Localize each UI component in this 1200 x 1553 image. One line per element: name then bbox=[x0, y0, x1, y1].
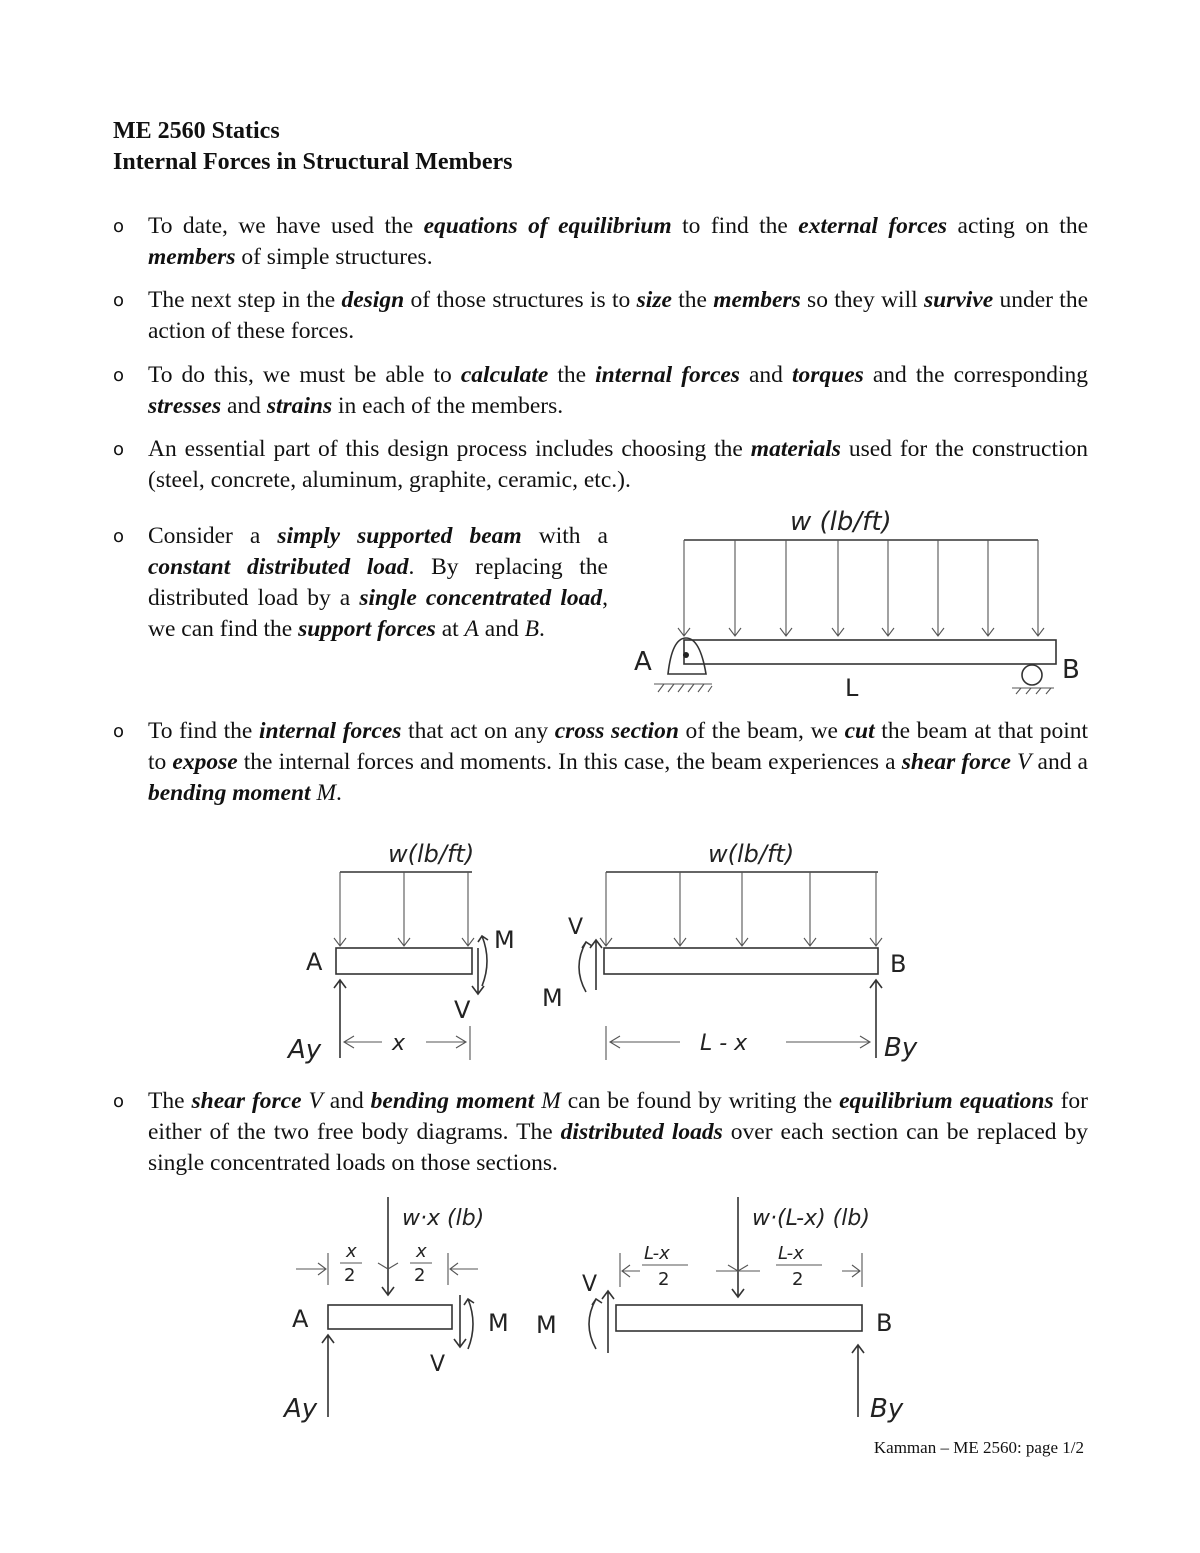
emphasis-term: torques bbox=[791, 362, 864, 388]
text-run: and bbox=[221, 393, 267, 419]
bullet-7 bbox=[113, 1086, 1088, 1179]
text-run: of those structures is to bbox=[404, 287, 637, 313]
page-footer: Kamman – ME 2560: page 1/2 bbox=[873, 1438, 1084, 1457]
text-run: with a bbox=[521, 523, 608, 549]
emphasis-term: equations of equilibrium bbox=[423, 213, 672, 239]
emphasis-term: survive bbox=[923, 287, 994, 313]
emphasis-term: distributed loads bbox=[560, 1119, 723, 1145]
text-run: of simple structures. bbox=[235, 244, 433, 270]
left-shear-arrow bbox=[472, 948, 484, 994]
bullet-text bbox=[148, 285, 1088, 347]
bullet-marker: o bbox=[113, 216, 125, 237]
text-run: The next step in the bbox=[148, 287, 342, 313]
emphasis-term: bending moment bbox=[148, 780, 311, 806]
simply-supported-beam-figure bbox=[620, 500, 1090, 700]
emphasis-term: external forces bbox=[798, 213, 948, 239]
left-v-label: V bbox=[454, 996, 471, 1024]
emphasis-term: constant distributed load bbox=[148, 554, 409, 580]
concentrated-load-figure bbox=[280, 1195, 940, 1435]
right-shear-arrow bbox=[590, 940, 602, 990]
emphasis-term: shear force bbox=[191, 1088, 302, 1114]
right-b-label: B bbox=[890, 950, 907, 978]
text-run: To date, we have used the bbox=[148, 213, 424, 239]
bullet-2 bbox=[113, 285, 1088, 347]
emphasis-term: support forces bbox=[298, 616, 436, 642]
text-run: used for the construction (steel, concrete, aluminum, graphite, ceramic, etc.). bbox=[148, 436, 1088, 493]
text-run: and the corresponding bbox=[863, 362, 1089, 388]
text-run: that act on any bbox=[401, 718, 555, 744]
left-load-arrows bbox=[334, 872, 474, 946]
italic-symbol: B bbox=[524, 616, 539, 642]
text-run: in each of the members. bbox=[332, 393, 564, 419]
course-title: ME 2560 Statics bbox=[113, 118, 280, 144]
italic-symbol: A bbox=[464, 616, 479, 642]
text-run: The bbox=[148, 1088, 192, 1114]
text-run: and a bbox=[1031, 749, 1088, 775]
bullet-marker: o bbox=[113, 365, 125, 386]
text-run: over each section can be replaced by single concentrated loads on those sections. bbox=[148, 1119, 1088, 1176]
text-run: . bbox=[538, 616, 545, 642]
emphasis-term: calculate bbox=[460, 362, 549, 388]
text-run: and bbox=[322, 1088, 371, 1114]
bullet-marker: o bbox=[113, 1091, 125, 1112]
text-run: and bbox=[478, 616, 525, 642]
left-x-num-2: x bbox=[416, 1241, 427, 1262]
ay-label: Ay bbox=[288, 1035, 322, 1065]
emphasis-term: internal forces bbox=[258, 718, 402, 744]
right-v-label: V bbox=[582, 1272, 598, 1297]
left-x-num-1: x bbox=[346, 1241, 357, 1262]
right-shear-arrow bbox=[602, 1291, 614, 1353]
text-run: of the beam, we bbox=[678, 718, 845, 744]
support-b-label: B bbox=[1062, 655, 1080, 685]
right-two-2: 2 bbox=[792, 1269, 804, 1290]
emphasis-term: size bbox=[636, 287, 672, 313]
by-label: By bbox=[870, 1394, 904, 1424]
right-load-arrows bbox=[600, 872, 882, 946]
left-shear-arrow bbox=[454, 1295, 466, 1347]
italic-symbol: M bbox=[541, 1088, 561, 1114]
ay-arrow bbox=[322, 1335, 334, 1417]
left-moment-arrow bbox=[464, 1299, 474, 1349]
left-a-label: A bbox=[306, 948, 323, 976]
left-two-2: 2 bbox=[414, 1265, 426, 1286]
text-run: under the action of these forces. bbox=[148, 287, 1089, 344]
text-run: To find the bbox=[148, 718, 259, 744]
ground-b bbox=[1012, 688, 1054, 694]
left-beam-segment bbox=[336, 948, 472, 974]
text-run: To do this, we must be able to bbox=[148, 362, 461, 388]
right-m-label: M bbox=[542, 984, 563, 1012]
left-moment-arrow bbox=[478, 936, 488, 986]
emphasis-term: members bbox=[148, 244, 236, 270]
x-label: x bbox=[392, 1031, 406, 1056]
roller-support-b bbox=[1022, 665, 1042, 685]
text-run: An essential part of this design process includes choosing the bbox=[148, 436, 751, 462]
bullet-marker: o bbox=[113, 439, 125, 460]
ground-a bbox=[654, 684, 712, 692]
emphasis-term: strains bbox=[266, 393, 333, 419]
page-title: Internal Forces in Structural Members bbox=[113, 149, 513, 175]
by-arrow bbox=[852, 1345, 864, 1417]
right-m-label: M bbox=[536, 1311, 557, 1339]
emphasis-term: cut bbox=[844, 718, 875, 744]
emphasis-term: materials bbox=[750, 436, 841, 462]
right-beam-segment bbox=[616, 1305, 862, 1331]
ay-arrow bbox=[334, 980, 346, 1058]
emphasis-term: single concentrated load bbox=[359, 585, 603, 611]
by-label: By bbox=[884, 1033, 918, 1063]
bullet-3 bbox=[113, 360, 1088, 422]
emphasis-term: expose bbox=[172, 749, 238, 775]
l-minus-x-label: L - x bbox=[700, 1031, 748, 1056]
right-moment-arrow bbox=[579, 942, 592, 992]
italic-symbol: V bbox=[308, 1088, 323, 1114]
emphasis-term: stresses bbox=[148, 393, 222, 419]
ay-label: Ay bbox=[284, 1394, 318, 1424]
bullet-text bbox=[148, 716, 1088, 809]
text-run: the internal forces and moments. In this case, the beam experiences a bbox=[237, 749, 902, 775]
left-m-label: M bbox=[494, 926, 515, 954]
text-run: for either of the two free body diagrams. The bbox=[148, 1088, 1088, 1145]
bullet-marker: o bbox=[113, 526, 125, 547]
bullet-marker: o bbox=[113, 721, 125, 742]
left-resultant-arrow bbox=[382, 1197, 394, 1295]
right-lx-num-1: L-x bbox=[644, 1243, 670, 1264]
x-dimension bbox=[344, 1026, 470, 1060]
emphasis-term: simply supported beam bbox=[277, 523, 522, 549]
right-lx-num-2: L-x bbox=[778, 1243, 804, 1264]
right-moment-arrow bbox=[589, 1299, 602, 1349]
right-b-label: B bbox=[876, 1309, 893, 1337]
text-run: Consider a bbox=[148, 523, 278, 549]
by-arrow bbox=[870, 980, 882, 1058]
load-label: w (lb/ft) bbox=[790, 507, 892, 537]
left-m-label: M bbox=[488, 1309, 509, 1337]
text-run: the bbox=[548, 362, 596, 388]
bullet-marker: o bbox=[113, 290, 125, 311]
bullet-6 bbox=[113, 716, 1088, 809]
bullet-5 bbox=[113, 521, 608, 645]
text-run: acting on the bbox=[947, 213, 1088, 239]
text-run: the beam at that point to bbox=[148, 718, 1089, 775]
right-v-label: V bbox=[568, 915, 584, 940]
emphasis-term: shear force bbox=[901, 749, 1011, 775]
text-run: , we can find the bbox=[148, 585, 608, 642]
left-beam-segment bbox=[328, 1305, 452, 1329]
left-load-label: w(lb/ft) bbox=[388, 840, 475, 868]
emphasis-term: cross section bbox=[554, 718, 679, 744]
beam bbox=[684, 640, 1056, 664]
left-two-1: 2 bbox=[344, 1265, 356, 1286]
bullet-text bbox=[148, 360, 1088, 422]
bullet-1 bbox=[113, 211, 1088, 273]
right-resultant-arrow bbox=[732, 1197, 744, 1297]
right-resultant-label: w·(L-x) (lb) bbox=[752, 1206, 870, 1231]
left-half-dimension bbox=[296, 1253, 478, 1285]
bullet-text bbox=[148, 1086, 1088, 1179]
left-resultant-label: w·x (lb) bbox=[402, 1206, 485, 1231]
bullet-4 bbox=[113, 434, 1088, 496]
right-beam-segment bbox=[604, 948, 878, 974]
emphasis-term: members bbox=[713, 287, 801, 313]
text-run: and bbox=[739, 362, 792, 388]
italic-symbol: V bbox=[1017, 749, 1032, 775]
support-a-label: A bbox=[634, 647, 652, 677]
text-run: so they will bbox=[800, 287, 924, 313]
text-run: . By replacing the distributed load by a bbox=[148, 554, 608, 611]
italic-symbol: M bbox=[316, 780, 337, 806]
right-two-1: 2 bbox=[658, 1269, 670, 1290]
bullet-text bbox=[148, 434, 1088, 496]
cut-beam-figure bbox=[280, 830, 930, 1080]
right-load-label: w(lb/ft) bbox=[708, 840, 795, 868]
emphasis-term: internal forces bbox=[595, 362, 740, 388]
left-a-label: A bbox=[292, 1305, 309, 1333]
bullet-text bbox=[148, 521, 608, 645]
text-run: the bbox=[671, 287, 714, 313]
text-run: . bbox=[336, 780, 342, 806]
text-run: can be found by writing the bbox=[560, 1088, 840, 1114]
text-run: at bbox=[435, 616, 465, 642]
emphasis-term: bending moment bbox=[370, 1088, 535, 1114]
load-arrows bbox=[678, 540, 1044, 636]
pin-joint bbox=[683, 652, 689, 658]
text-run: to find the bbox=[671, 213, 799, 239]
emphasis-term: design bbox=[341, 287, 405, 313]
emphasis-term: equilibrium equations bbox=[839, 1088, 1054, 1114]
bullet-text bbox=[148, 211, 1088, 273]
span-label: L bbox=[845, 674, 859, 702]
left-v-label: V bbox=[430, 1352, 446, 1377]
